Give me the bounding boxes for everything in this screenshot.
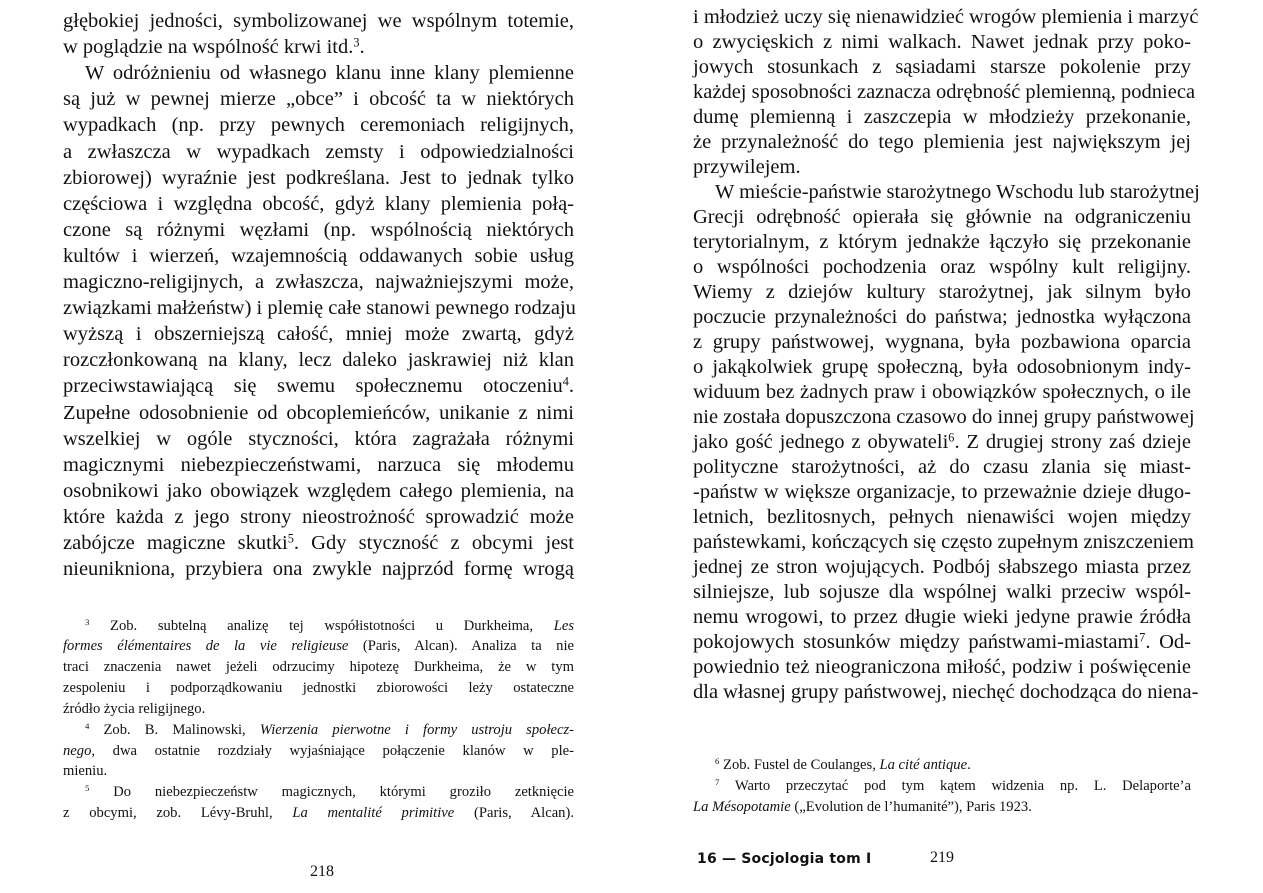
text-line: dumę plemienną i zaszczepia w młodzieży przekonanie, bbox=[693, 106, 1191, 128]
text-line: są już w pewnej mierze „obce” i obcość ta w niektórych bbox=[63, 88, 574, 111]
text-line: wyższą i obszerniejszą całość, mniej może zwartą, gdyż bbox=[63, 323, 574, 346]
footnote-line: nego, dwa ostatnie rozdziały wyjaśniające połączenie klanów w ple- bbox=[63, 743, 574, 759]
text-line: -państw w większe organizacje, to przeważnie dzieje długo- bbox=[693, 481, 1191, 503]
text-line: terytorialnym, z którym jednakże łączyło się przekonanie bbox=[693, 231, 1191, 253]
text-line: przeciwstawiającą się swemu społecznemu otoczeniu$^4$. bbox=[63, 374, 574, 398]
footnote-line: $^3$ Zob. subtelną analizę tej współistotności u Durkheima, Les bbox=[85, 617, 574, 634]
text-line: silniejsze, lub sojusze dla wspólnej walki przeciw wspól- bbox=[693, 581, 1191, 603]
text-line: w poglądzie na wspólność krwi itd.$^3$. bbox=[63, 35, 365, 59]
text-line: o wspólności pochodzenia oraz wspólny kult religijny. bbox=[693, 256, 1191, 278]
text-line: jednej ze stron wojujących. Podbój słabszego miasta przez bbox=[693, 556, 1191, 578]
footnote-reference: 5 bbox=[287, 531, 294, 546]
text-line: państewkami, kończących się często zupełnym zniszczeniem bbox=[693, 531, 1194, 553]
text-line: zabójcze magiczne skutki$^5$. Gdy styczność z obcymi jest bbox=[63, 531, 574, 554]
text-line: zbiorowej) wyraźnie jest podkreślana. Jest to jednak tylko bbox=[63, 166, 574, 189]
footnote-line: traci znaczenia nawet jeżeli odrzucimy hipotezę Durkheima, że w tym bbox=[63, 659, 574, 675]
footnote-line: z obcymi, zob. Lévy-Bruhl, La mentalité primitive (Paris, Alcan). bbox=[63, 805, 574, 821]
text-line: powiednio też nieograniczona miłość, podziw i poświęcenie bbox=[693, 656, 1191, 678]
text-line: które każda z jego strony nieostrożność sprowadzić może bbox=[63, 505, 574, 528]
text-line: pokojowych stosunków między państwami-miastami$^7$. Od- bbox=[693, 630, 1191, 653]
text-line: rozczłonkowaną na klany, lecz daleko jaskrawiej niż klan bbox=[63, 349, 574, 372]
text-line: nieunikniona, przybiera ona zwykle najprzód formę wrogą bbox=[63, 558, 574, 581]
page-number-left: 218 bbox=[310, 863, 334, 880]
page-number-right: 219 bbox=[930, 849, 954, 866]
footnote-line: zespoleniu i podporządkowaniu jednostki zbiorowości leży ostateczne bbox=[63, 680, 574, 696]
footnote-line: La Mésopotamie („Evolution de l’humanité”), Paris 1923. bbox=[693, 799, 1032, 815]
text-line: Zupełne odosobnienie od obcoplemieńców, unikanie z nimi bbox=[63, 401, 574, 424]
footnote-line: źródło życia religijnego. bbox=[63, 701, 206, 717]
text-line: częściowa i względna obcość, gdyż klany plemienia połą- bbox=[63, 192, 574, 215]
footnote-line: $^4$ Zob. B. Malinowski, Wierzenia pierwotne i formy ustroju społecz- bbox=[85, 721, 575, 738]
footnote-line: mieniu. bbox=[63, 763, 108, 779]
text-line: czone są różnymi węzłami (np. wspólnością niektórych bbox=[63, 218, 574, 241]
footnote-line: formes élémentaires de la vie religieuse (Paris, Alcan). Analiza ta nie bbox=[63, 638, 574, 654]
text-line: magiczno-religijnych, a zwłaszcza, najważniejszymi może, bbox=[63, 271, 574, 293]
text-line: widuum bez żadnych praw i obowiązków społecznych, o ile bbox=[693, 381, 1191, 403]
text-line: każdej sposobności zaznacza odrębność plemienną, podnieca bbox=[693, 81, 1196, 103]
text-line: Wiemy z dziejów kultury starożytnej, jak silnym było bbox=[693, 281, 1191, 303]
text-line: dla własnej grupy państwowej, niechęć dochodząca do niena- bbox=[693, 681, 1199, 703]
footnote-reference: 7 bbox=[1139, 630, 1146, 645]
text-line: z grupy państwowej, wygnana, była pozbawiona oparcia bbox=[693, 331, 1191, 353]
text-line: W odróżnieniu od własnego klanu inne klany plemienne bbox=[85, 62, 574, 85]
text-line: polityczne starożytności, aż do czasu zlania się miast- bbox=[693, 456, 1191, 478]
text-line: jako gość jednego z obywateli$^6$. Z drugiej strony zaś dzieje bbox=[693, 430, 1192, 453]
text-line: związkami małżeństw) i plemię całe stanowi pewnego rodzaju bbox=[63, 297, 576, 320]
text-line: jowych stosunkach z sąsiadami starsze pokolenie przy bbox=[693, 56, 1191, 78]
text-line: wszelkiej w ogóle styczności, która zagrażała różnymi bbox=[63, 427, 574, 450]
text-line: W mieście-państwie starożytnego Wschodu lub starożytnej bbox=[715, 181, 1200, 203]
text-line: głębokiej jedności, symbolizowanej we wspólnym totemie, bbox=[63, 10, 574, 32]
footnote-reference: 3 bbox=[353, 35, 360, 50]
text-line: nie została dopuszczona czasowo do innej grupy państwowej bbox=[693, 406, 1195, 428]
signature-mark: 16 — Socjologia tom I bbox=[697, 851, 872, 867]
footnote-line: $^7$ Warto przeczytać pod tym kątem widzenia np. L. Delaporte’a bbox=[715, 777, 1191, 794]
text-line: kultów i wierzeń, wzajemnością oddawanych sobie usług bbox=[63, 244, 574, 267]
footnote-reference: 4 bbox=[562, 374, 569, 389]
text-line: nemu wrogowi, to przez długie wieki jedyne prawie źródła bbox=[693, 606, 1191, 628]
text-line: przywilejem. bbox=[693, 156, 801, 178]
text-line: o jakąkolwiek grupę społeczną, była odosobnionym indy- bbox=[693, 356, 1191, 378]
footnote-line: $^6$ Zob. Fustel de Coulanges, La cité antique. bbox=[715, 756, 971, 773]
text-line: o zwycięskich z nimi walkach. Nawet jednak przy poko- bbox=[693, 31, 1191, 53]
text-line: Grecji odrębność opierała się głównie na odgraniczeniu bbox=[693, 206, 1191, 228]
text-line: że przynależność do tego plemienia jest największym jej bbox=[693, 131, 1191, 153]
text-line: osobnikowi jako obowiązek względem całego plemienia, na bbox=[63, 479, 574, 502]
text-line: a zwłaszcza w wypadkach zemsty i odpowiedzialności bbox=[63, 140, 574, 163]
text-line: wypadkach (np. przy pewnych ceremoniach religijnych, bbox=[63, 114, 574, 137]
text-line: letnich, bezlitosnych, pełnych nienawiści wojen między bbox=[693, 506, 1191, 528]
text-line: poczucie przynależności do państwa; jednostka wyłączona bbox=[693, 306, 1191, 328]
text-line: i młodzież uczy się nienawidzieć wrogów plemienia i marzyć bbox=[693, 6, 1199, 28]
footnote-line: $^5$ Do niebezpieczeństw magicznych, którymi groziło zetknięcie bbox=[85, 783, 574, 800]
text-line: magicznymi niebezpieczeństwami, narzuca się młodemu bbox=[63, 453, 574, 476]
footnote-reference: 6 bbox=[948, 430, 955, 445]
